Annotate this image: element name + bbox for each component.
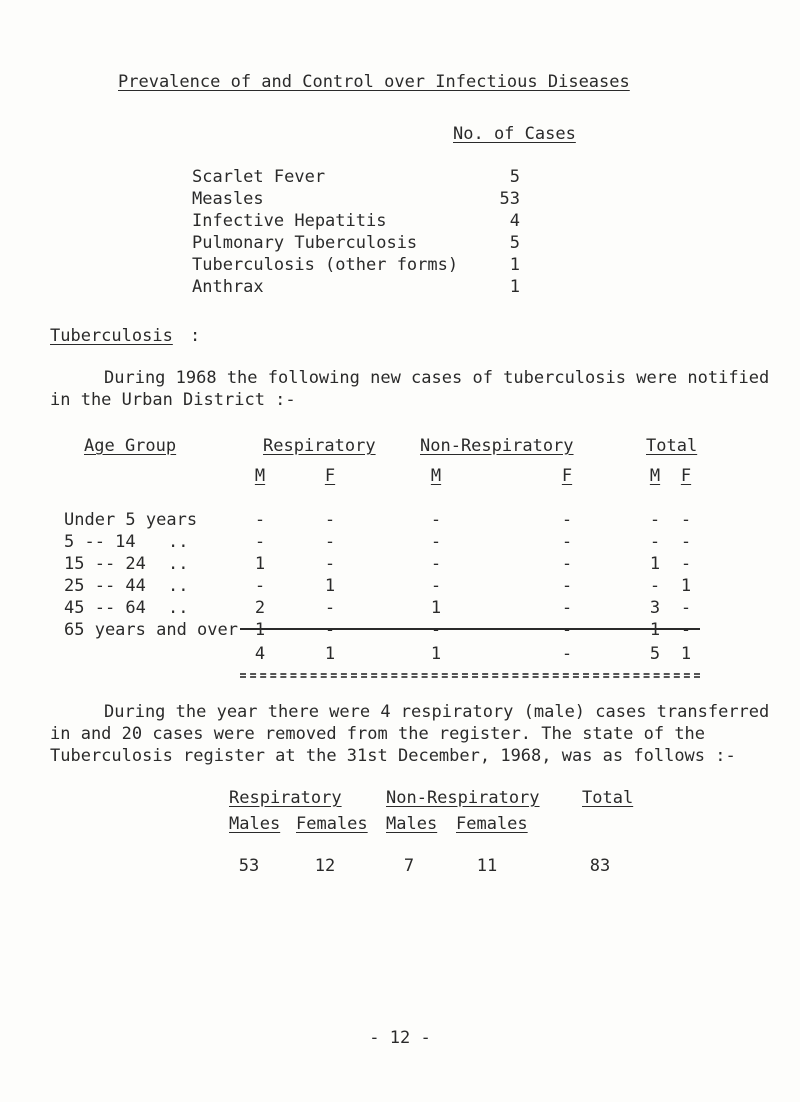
header-non-respiratory: Non-Respiratory <box>420 436 574 456</box>
table-cell: 1 <box>254 554 266 574</box>
disease-name: Anthrax <box>192 277 264 297</box>
register-nonresp-females-label: Females <box>456 814 528 834</box>
totals-rule <box>240 628 700 630</box>
para2-line: During the year there were 4 respiratory (male) cases transferred <box>104 702 770 722</box>
age-group-label: 25 -- 44 <box>64 576 146 596</box>
age-group-dots: .. <box>168 554 189 574</box>
register-non-respiratory-header: Non-Respiratory <box>386 788 540 808</box>
intro-line: During 1968 the following new cases of tuberculosis were notified <box>104 368 770 388</box>
totals-double-rule <box>240 676 700 678</box>
register-respiratory-header: Respiratory <box>229 788 342 808</box>
table-cell: - <box>680 532 692 552</box>
age-group-label: Under 5 years <box>64 510 198 530</box>
total-cell: - <box>561 644 573 664</box>
disease-name: Infective Hepatitis <box>192 211 387 231</box>
total-cell: 1 <box>324 644 336 664</box>
disease-cases: 5 <box>509 233 520 253</box>
sub-header: M <box>649 466 661 486</box>
table-cell: 2 <box>254 598 266 618</box>
age-group-dots: .. <box>168 532 189 552</box>
header-total: Total <box>646 436 698 456</box>
disease-name: Measles <box>192 189 264 209</box>
table-cell: - <box>561 510 573 530</box>
table-cell: - <box>430 532 442 552</box>
disease-cases: 4 <box>509 211 520 231</box>
table-cell: - <box>649 532 661 552</box>
sub-header: M <box>254 466 266 486</box>
table-cell: - <box>430 510 442 530</box>
table-cell: - <box>680 554 692 574</box>
table-cell: 1 <box>430 598 442 618</box>
total-cell: 1 <box>430 644 442 664</box>
total-cell: 4 <box>254 644 266 664</box>
header-age-group: Age Group <box>84 436 177 456</box>
cases-header: No. of Cases <box>453 124 576 144</box>
table-cell: - <box>680 510 692 530</box>
register-nonresp-males-label: Males <box>386 814 438 834</box>
table-cell: - <box>561 554 573 574</box>
table-cell: - <box>324 510 336 530</box>
register-value: 11 <box>476 856 498 876</box>
register-resp-females-label: Females <box>296 814 368 834</box>
totals-double-rule <box>240 673 700 675</box>
table-cell: - <box>561 598 573 618</box>
disease-cases: 53 <box>499 189 520 209</box>
header-respiratory: Respiratory <box>263 436 376 456</box>
table-cell: - <box>561 620 573 640</box>
table-cell: - <box>324 554 336 574</box>
table-cell: - <box>680 598 692 618</box>
register-value: 12 <box>314 856 336 876</box>
sub-header: M <box>430 466 442 486</box>
table-cell: - <box>649 510 661 530</box>
register-total-header: Total <box>582 788 634 808</box>
table-cell: - <box>430 576 442 596</box>
intro-line: in the Urban District :- <box>50 390 296 410</box>
total-cell: 1 <box>680 644 692 664</box>
table-cell: - <box>649 576 661 596</box>
para2-line: in and 20 cases were removed from the register. The state of the <box>50 724 706 744</box>
table-cell: - <box>561 532 573 552</box>
table-cell: - <box>561 576 573 596</box>
page-number: - 12 - <box>369 1028 431 1048</box>
register-total-value: 83 <box>589 856 611 876</box>
register-value: 7 <box>403 856 415 876</box>
register-resp-males-label: Males <box>229 814 281 834</box>
disease-name: Pulmonary Tuberculosis <box>192 233 418 253</box>
age-group-label: 45 -- 64 <box>64 598 146 618</box>
age-group-dots: .. <box>168 598 189 618</box>
age-group-label: 5 -- 14 <box>64 532 136 552</box>
age-group-label: 15 -- 24 <box>64 554 146 574</box>
disease-cases: 1 <box>509 277 520 297</box>
disease-cases: 5 <box>509 167 520 187</box>
table-cell: - <box>324 620 336 640</box>
table-cell: 3 <box>649 598 661 618</box>
disease-name: Tuberculosis (other forms) <box>192 255 459 275</box>
table-cell: 1 <box>324 576 336 596</box>
sub-header: F <box>324 466 336 486</box>
tb-heading-colon: : <box>190 326 201 346</box>
disease-cases: 1 <box>509 255 520 275</box>
tb-heading: Tuberculosis <box>50 326 173 346</box>
sub-header: F <box>561 466 573 486</box>
table-cell: 1 <box>254 620 266 640</box>
age-group-label: 65 years and over <box>64 620 238 640</box>
table-cell: - <box>680 620 692 640</box>
table-cell: - <box>254 576 266 596</box>
table-cell: 1 <box>649 620 661 640</box>
disease-name: Scarlet Fever <box>192 167 326 187</box>
table-cell: 1 <box>649 554 661 574</box>
table-cell: - <box>430 620 442 640</box>
page-title: Prevalence of and Control over Infectious Diseases <box>118 72 630 92</box>
sub-header: F <box>680 466 692 486</box>
table-cell: - <box>324 598 336 618</box>
table-cell: - <box>254 510 266 530</box>
table-cell: 1 <box>680 576 692 596</box>
register-value: 53 <box>238 856 260 876</box>
table-cell: - <box>430 554 442 574</box>
para2-line: Tuberculosis register at the 31st December, 1968, was as follows :- <box>50 746 736 766</box>
table-cell: - <box>254 532 266 552</box>
total-cell: 5 <box>649 644 661 664</box>
table-cell: - <box>324 532 336 552</box>
age-group-dots: .. <box>168 576 189 596</box>
